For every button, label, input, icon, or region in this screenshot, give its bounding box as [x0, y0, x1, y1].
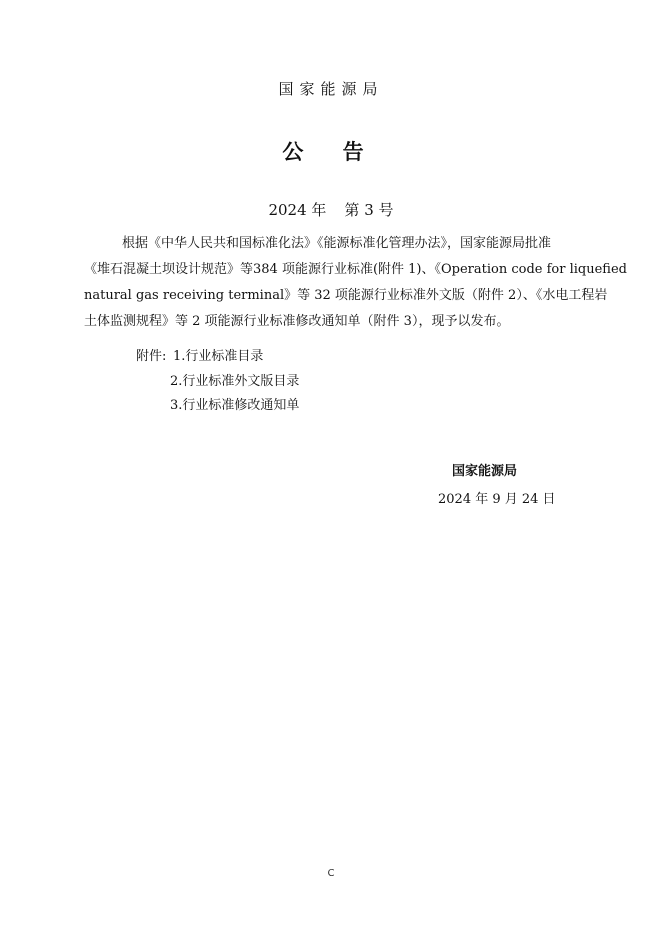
document-year: 2024 年	[268, 201, 327, 219]
page-marker: C	[327, 868, 335, 879]
attachment-item: 2.行业标准外文版目录	[170, 374, 300, 389]
document-number	[0, 199, 662, 220]
attachment-item: 3.行业标准修改通知单	[170, 398, 300, 413]
body-paragraph-line: 根据《中华人民共和国标准化法》《能源标准化管理办法》，国家能源局批准	[122, 236, 552, 251]
announcement-title: 公 告	[282, 139, 380, 164]
signature-date: 2024 年 9 月 24 日	[438, 492, 556, 507]
attachment-item: 1.行业标准目录	[173, 349, 264, 364]
document-sequence: 第 3 号	[344, 201, 394, 219]
body-paragraph-line: 《堆石混凝土坝设计规范》等384 项能源行业标准(附件 1)、《Operation code for liquefied	[84, 262, 627, 277]
body-paragraph-line: 土体监测规程》等 2 项能源行业标准修改通知单（附件 3），现予以发布。	[84, 314, 510, 329]
issuer-heading: 国家能源局	[278, 80, 384, 98]
body-paragraph-line: natural gas receiving terminal》等 32 项能源行业标准外文版（附件 2）、《水电工程岩	[84, 288, 608, 303]
attachments-label: 附件:	[136, 349, 167, 364]
signature-organization: 国家能源局	[452, 464, 518, 479]
